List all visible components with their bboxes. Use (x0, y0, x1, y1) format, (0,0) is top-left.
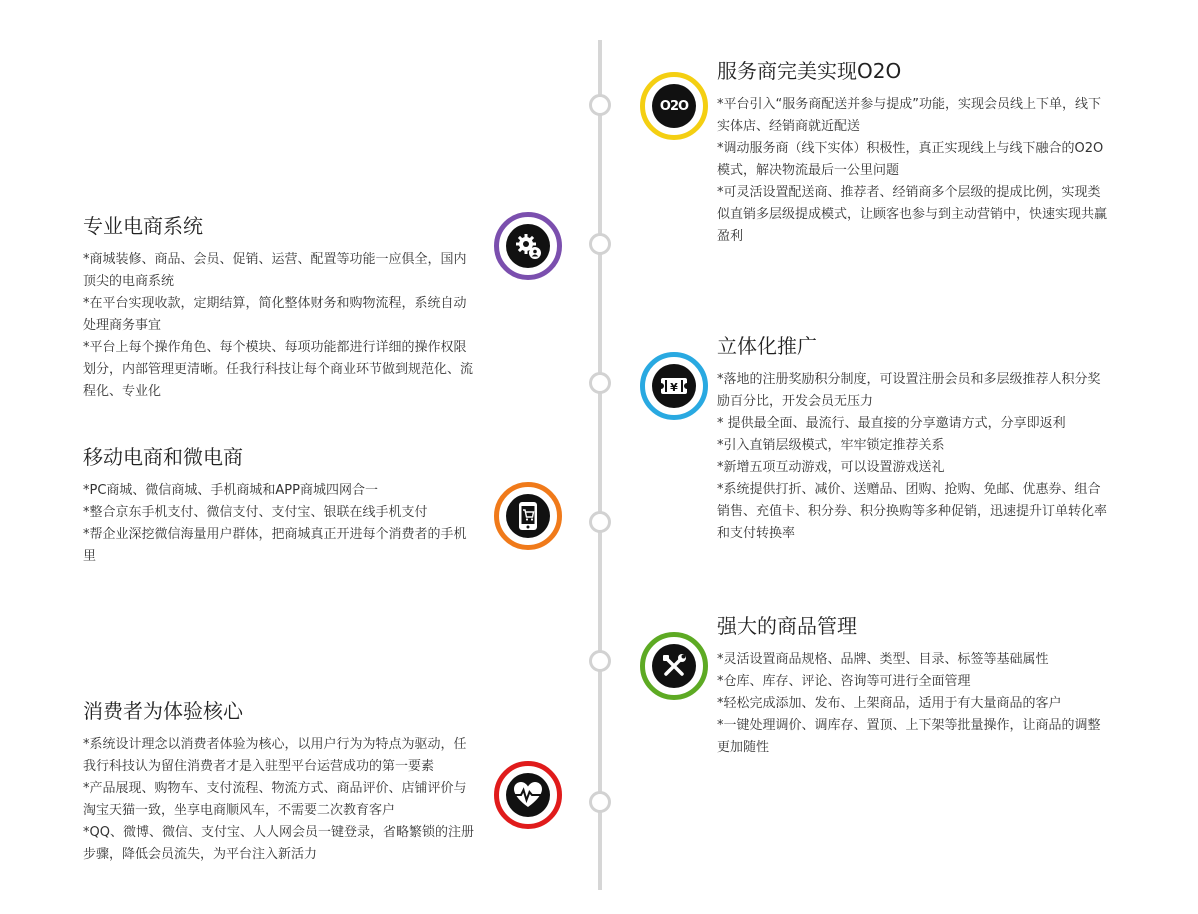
timeline-line (598, 40, 602, 890)
mobile-cart-icon (506, 494, 550, 538)
feature-line: *帮企业深挖微信海量用户群体，把商城真正开进每个消费者的手机里 (83, 527, 467, 564)
feature-o2o (717, 58, 1109, 248)
timeline-node (589, 650, 611, 672)
o2o-icon: O2O (652, 84, 696, 128)
feature-consumer-experience (83, 698, 475, 866)
feature-title: 消费者为体验核心 (83, 699, 243, 723)
feature-line: *调动服务商（线下实体）积极性，真正实现线上与线下融合的O2O模式，解决物流最后一公里问题 (717, 141, 1104, 178)
feature-line: *在平台实现收款，定期结算，简化整体财务和购物流程，系统自动处理商务事宜 (83, 296, 467, 333)
feature-promotion (717, 333, 1109, 545)
o2o-badge (640, 72, 708, 140)
feature-line: *可灵活设置配送商、推荐者、经销商多个层级的提成比例，实现类似直销多层级提成模式，让顾客也参与到主动营销中，快速实现共赢盈利 (717, 185, 1108, 244)
timeline-node (589, 511, 611, 533)
mobile-badge (494, 482, 562, 550)
feature-title: 立体化推广 (717, 334, 817, 358)
feature-line: *灵活设置商品规格、品牌、类型、目录、标签等基础属性 (717, 652, 1049, 667)
consumer-badge (494, 761, 562, 829)
feature-product-management (717, 613, 1109, 759)
feature-line: *轻松完成添加、发布、上架商品，适用于有大量商品的客户 (717, 696, 1062, 711)
feature-line: *QQ、微博、微信、支付宝、人人网会员一键登录，省略繁锁的注册步骤，降低会员流失，为平台注入新活力 (83, 825, 474, 862)
feature-line: *产品展现、购物车、支付流程、物流方式、商品评价、店铺评价与淘宝天猫一致，坐享电商顺风车，不需要二次教育客户 (83, 781, 467, 818)
feature-line: *整合京东手机支付、微信支付、支付宝、银联在线手机支付 (83, 505, 428, 520)
feature-line: *系统设计理念以消费者体验为核心，以用户行为为特点为驱动，任我行科技认为留住消费者才是入驻型平台运营成功的第一要素 (83, 737, 467, 774)
svg-text:¥: ¥ (670, 381, 678, 394)
feature-line: *系统提供打折、减价、送赠品、团购、抢购、免邮、优惠券、组合销售、充值卡、积分券、积分换购等多种促销，迅速提升订单转化率和支付转换率 (717, 482, 1108, 541)
feature-mobile-commerce (83, 444, 475, 568)
feature-ecommerce-system (83, 213, 475, 403)
feature-line: *落地的注册奖励积分制度，可设置注册会员和多层级推荐人积分奖励百分比，开发会员无压力 (717, 372, 1101, 409)
feature-title: 服务商完美实现O2O (717, 59, 902, 83)
feature-line: *平台引入“服务商配送并参与提成”功能，实现会员线上下单，线下实体店、经销商就近配送 (717, 97, 1101, 134)
feature-line: *商城装修、商品、会员、促销、运营、配置等功能一应俱全，国内顶尖的电商系统 (83, 252, 467, 289)
feature-title: 强大的商品管理 (717, 614, 857, 638)
coupon-icon (652, 364, 696, 408)
heart-pulse-icon (506, 773, 550, 817)
feature-line: *一键处理调价、调库存、置顶、上下架等批量操作，让商品的调整更加随性 (717, 718, 1101, 755)
feature-line: *引入直销层级模式，牢牢锁定推荐关系 (717, 438, 945, 453)
feature-line: * 提供最全面、最流行、最直接的分享邀请方式，分享即返利 (717, 416, 1066, 431)
timeline-node (589, 372, 611, 394)
feature-title: 移动电商和微电商 (83, 445, 243, 469)
feature-line: *新增五项互动游戏，可以设置游戏送礼 (717, 460, 945, 475)
tools-icon (652, 644, 696, 688)
feature-line: *仓库、库存、评论、咨询等可进行全面管理 (717, 674, 971, 689)
timeline-node (589, 791, 611, 813)
timeline-node (589, 233, 611, 255)
feature-title: 专业电商系统 (83, 214, 203, 238)
gear-user-icon (506, 224, 550, 268)
feature-line: *平台上每个操作角色、每个模块、每项功能都进行详细的操作权限划分，内部管理更清晰。任我行科技让每个商业环节做到规范化、流程化、专业化 (83, 340, 474, 399)
timeline-node (589, 94, 611, 116)
product-badge (640, 632, 708, 700)
feature-line: *PC商城、微信商城、手机商城和APP商城四网合一 (83, 483, 378, 498)
promotion-badge (640, 352, 708, 420)
ecommerce-badge (494, 212, 562, 280)
